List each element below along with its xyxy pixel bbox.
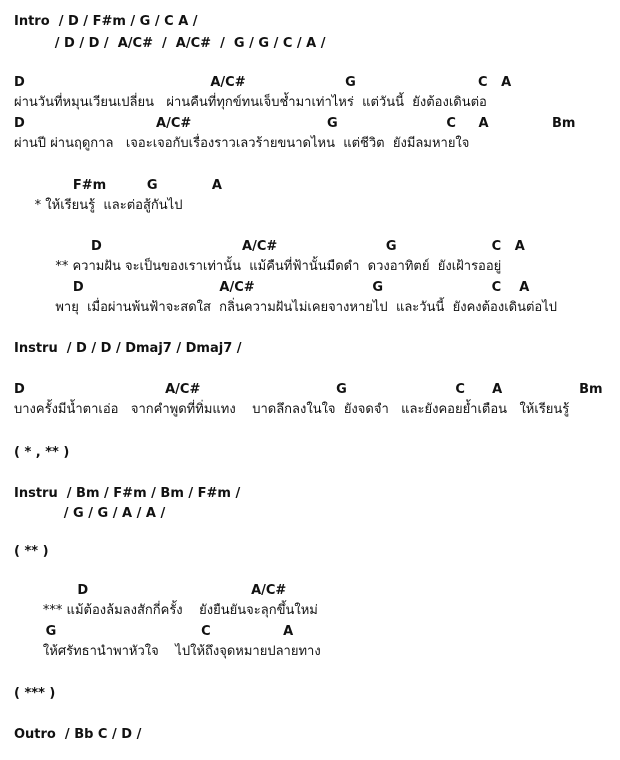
outro-line: Outro / Bb C / D /	[14, 727, 142, 742]
intro-line-1: Intro / D / F#m / G / C A /	[14, 14, 198, 29]
chorus-lyric-line-1: ** ความฝัน จะเป็นของเราเท่านั้น แม้คืนที่ฟ้านั้นมืดดำ ดวงอาทิตย์ ยังเฝ้ารออยู่	[14, 259, 502, 274]
bridge-lyric-line-2: ให้ศรัทธานำพาหัวใจ ไปให้ถึงจุดหมายปลายทาง	[14, 644, 321, 659]
verse1-lyric-line-2: ผ่านปี ผ่านฤดูกาล เจอะเจอกับเรื่องราวเลวร้ายขนาดไหน แต่ชีวิต ยังมีลมหายใจ	[14, 136, 470, 151]
bridge-lyric-line-1: *** แม้ต้องล้มลงสักกี่ครั้ง ยังยืนยันจะลุกขึ้นใหม่	[14, 603, 318, 618]
instru-line-1: Instru / D / D / Dmaj7 / Dmaj7 /	[14, 341, 242, 356]
bridge-chord-line-2: G C A	[14, 624, 294, 639]
chorus-chord-line-2: D A/C# G C A	[14, 280, 530, 295]
chorus-lyric-line-2: พายุ เมื่อผ่านพ้นฟ้าจะสดใส กลิ่นความฝันไม่เคยจางหายไป และวันนี้ ยังคงต้องเดินต่อไป	[14, 300, 558, 315]
verse2-chord-line: D A/C# G C A Bm	[14, 382, 603, 397]
verse1-lyric-line-1: ผ่านวันที่หมุนเวียนเปลี่ยน ผ่านคืนที่ทุกข์ทนเจ็บช้ำมาเท่าไหร่ แต่วันนี้ ยังต้องเดินต่อ	[14, 95, 487, 110]
repeat-marker-1: ( * , ** )	[14, 445, 70, 460]
chorus-chord-line-1: D A/C# G C A	[14, 239, 525, 254]
repeat-marker-2: ( ** )	[14, 544, 49, 559]
instru-line-2: Instru / Bm / F#m / Bm / F#m /	[14, 486, 241, 501]
prechorus-lyric-line: * ให้เรียนรู้ และต่อสู้กันไป	[14, 198, 183, 213]
verse2-lyric-line: บางครั้งมีน้ำตาเอ่อ จากคำพูดที่ทิ่มแทง บาดลึกลงในใจ ยังจดจำ และยังคอยย้ำเตือน ให้เรียนรู้	[14, 402, 570, 417]
instru-line-3: / G / G / A / A /	[14, 506, 166, 521]
verse1-chord-line-2: D A/C# G C A Bm	[14, 116, 576, 131]
bridge-chord-line-1: D A/C#	[14, 583, 287, 598]
repeat-marker-3: ( *** )	[14, 686, 56, 701]
prechorus-chord-line: F#m G A	[14, 178, 222, 193]
intro-line-2: / D / D / A/C# / A/C# / G / G / C / A /	[14, 36, 326, 51]
verse1-chord-line-1: D A/C# G C A	[14, 75, 512, 90]
